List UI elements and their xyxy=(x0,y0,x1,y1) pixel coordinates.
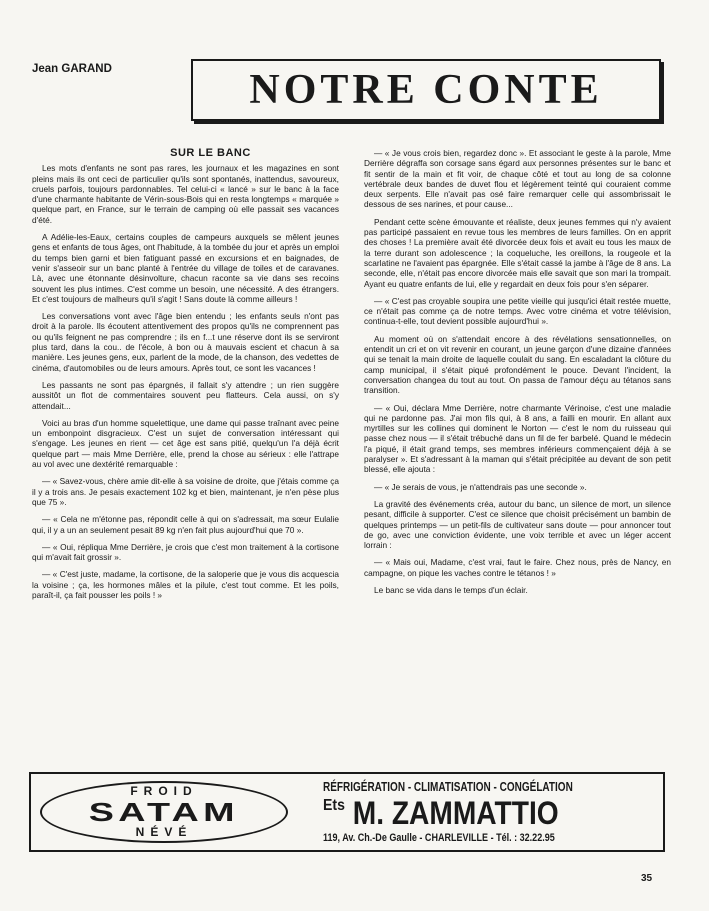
paragraph: — « C'est juste, madame, la cortisone, de la saloperie que je vous dis acquescia la voisine ; ça, les hormones mâles et la pilule, c'est tout comme. Et les poils, paraît-il, ça fait pousser les poils ! » xyxy=(32,569,339,600)
left-column xyxy=(32,148,339,753)
page-title: NOTRE CONTE xyxy=(249,67,603,113)
ad-brand-bottom: NÉVÉ xyxy=(135,825,193,839)
ad-text xyxy=(323,780,659,844)
ad-services: RÉFRIGÉRATION - CLIMATISATION - CONGÉLATION xyxy=(323,780,573,794)
paragraph: — « Oui, déclara Mme Derrière, notre charmante Vérinoise, c'est une maladie qui ne pardonne pas. J'ai mon fils qui, à 8 ans, a failli en mourir. En allant aux myrtilles sur les collines qui dominent le Norton — c'est le nom du ruisseau qui passe chez nous — il s'était trébuché dans un fil de fer barbelé. Quand le médecin l'a piqué, il était grand temps, ses membres inférieurs commençaient déjà à se paralyser ». Et s'adressant à la maman qui s'était précipitée au devant de son petit blessé, elle ajouta : xyxy=(364,402,671,475)
paragraph: — « C'est pas croyable soupira une petite vieille qui jusqu'ici était restée muette, ce n'était pas comme ça de notre temps. Avec votre cinéma et votre télévision, continua-t-elle, tout devient possible aujourd'hui ». xyxy=(364,295,671,327)
advertisement xyxy=(29,772,665,852)
right-column xyxy=(364,148,671,753)
paragraph: Les passants ne sont pas épargnés, il fallait s'y attendre ; un rien suggère aussitôt un flot de commentaires souvent peu flatteurs. Cela aussi, on s'y attendait... xyxy=(32,379,339,411)
paragraph: Les mots d'enfants ne sont pas rares, les journaux et les magazines en sont pleins mais ils ont ceci de particulier qu'ils sont spontanés, inattendus, savoureux, cruels parfois, toujours pardonnables. Tel celui-ci « lancé » sur le banc à la face d'une charmante habitante de Vérin-sous-Bois qui en resta longtemps « marquée » quelque part, en France, sur le terrain de camping où elle passait ses vacances d'été. xyxy=(32,163,339,225)
paragraph: — « Je serais de vous, je n'attendrais pas une seconde ». xyxy=(374,481,587,492)
paragraph: A Adélie-les-Eaux, certains couples de campeurs auxquels se mêlent jeunes gens et enfants de tous âges, ont l'habitude, à la tombée du jour et après un emploi du temps bien garni et bien fatiguant passé en excursions et en baignades, de venir s'asseoir sur un banc planté à l'entrée du village de toiles et de caravanes. Là, avec une étonnante désinvolture, chacun raconte sa vie dans ses recoins souvent les plus intimes. C'est comme un besoin, une nécessité. A des étrangers. Et c'est toujours de malheurs qu'il s'agit ! Sans doute là comme ailleurs ! xyxy=(32,232,339,304)
paragraph: Le banc se vida dans le temps d'un éclair. xyxy=(374,584,528,595)
section-title: SUR LE BANC xyxy=(170,148,251,159)
author-name: Jean GARAND xyxy=(32,63,112,75)
page-number: 35 xyxy=(641,873,653,884)
paragraph: — « Savez-vous, chère amie dit-elle à sa voisine de droite, que j'étais comme ça il y a trois ans. Je pesais exactement 102 kg et bien, maintenant, je n'en pèse plus que 75 ». xyxy=(32,476,339,507)
paragraph: — « Mais oui, Madame, c'est vrai, faut le faire. Chez nous, près de Nancy, en campagne, on pique les vaches contre le tétanos ! » xyxy=(364,557,671,578)
paragraph: — « Oui, répliqua Mme Derrière, je crois que c'est mon traitement à la cortisone qui m'avait fait grossir ». xyxy=(32,541,339,563)
ad-address: 119, Av. Ch.-De Gaulle - CHARLEVILLE - Tél. : 32.22.95 xyxy=(323,832,555,844)
paragraph: — « Cela ne m'étonne pas, répondit celle à qui on s'adressait, ma sœur Eulalie qui, il y a un an seulement pesait 89 kg n'en fait plus aujourd'hui que 70 ». xyxy=(32,514,339,535)
paragraph: Voici au bras d'un homme squelettique, une dame qui passe traînant avec peine un embonpoint disgracieux. C'est un sujet de conversation intéressant qui s'engage. Les jeunes en rient — cet âge est sans pitié, quelqu'un l'a déjà écrit quelque part — mais Mme Derrière, elle, prend la chose au sérieux : elle l'attrape au vol avec une dextérité remarquable : xyxy=(32,417,339,470)
paragraph: Au moment où on s'attendait encore à des révélations sensationnelles, on entendit un cri et on vit revenir en courant, un jeune garçon d'une dizaine d'années qui se tenait la main droite de laquelle coulait du sang. En escaladant la clôture du camp municipal, il s'était piqué profondément le pouce. Devant l'incident, la conversation changea du tout au tout. On passa de l'amour déçu au tétanos sans transition. xyxy=(364,333,671,396)
paragraph: La gravité des événements créa, autour du banc, un silence de mort, un silence pesant, difficile à supporter. C'est ce silence que choisit précisément un bambin de quelques printemps — un petit-fils de cultivateur sans doute — pour annoncer tout de go, avec une conviction évidente, une voix terrible et avec un léger accent lorrain : xyxy=(364,498,671,551)
ad-company-name: M. ZAMMATTIO xyxy=(352,795,559,831)
ad-company xyxy=(323,795,619,831)
ad-company-prefix: Ets xyxy=(323,797,345,814)
paragraph: Les conversations vont avec l'âge bien entendu ; les enfants seuls n'ont pas droit à la parole. Ils écoutent attentivement des propos qu'ils ne comprennent pas ou qu'ils feignent ne pas comprendre ; ils en f...t une réserve dont ils se serviront plus tard, dans la cou.. de l'école, à bon ou à mauvais escient et chacun à sa manière. Les jeunes gens, eux, parlent de la mode, de la chanson, des vedettes de cinéma, d'automobiles ou de leurs amours. Après tout, ce sont les vacances ! xyxy=(32,311,339,373)
ad-logo-oval xyxy=(40,781,288,843)
paragraph: Pendant cette scène émouvante et réaliste, deux jeunes femmes qui n'y avaient pas participé passaient en revue tous les membres de leurs familles. On en apprit des choses ! La première avait été divorcée deux fois et avait eu tous les maux de la terre durant son adolescence ; la coqueluche, les oreillons, la rougeole et la scarlatine ne l'avaient pas épargnée. Elle s'était cassé la jambe à l'âge de 8 ans. La seconde, elle, n'était pas encore divorcée mais elle savait que son mari la trompait. Ayant eu quatre enfants de lui, elle y regardait en deux fois pour s'en séparer. xyxy=(364,216,671,289)
paragraph: — « Je vous crois bien, regardez donc ». Et associant le geste à la parole, Mme Derrière dégraffa son corsage sans égard aux personnes présentes sur le banc et fit sentir de la main et fit voir, de chaque côté et tout au long de sa colonne vertébrale deux bandes de duvet flou et légèrement teinté qui couraient comme deux serpents. Elle n'avait pas osé faire remarquer celle qui assombrissait le dessous de ses narines, et pour cause... xyxy=(364,148,671,210)
ad-brand-main: SATAM xyxy=(88,797,240,827)
title-box xyxy=(191,59,661,121)
ad-brand-top: FROID xyxy=(130,784,198,798)
